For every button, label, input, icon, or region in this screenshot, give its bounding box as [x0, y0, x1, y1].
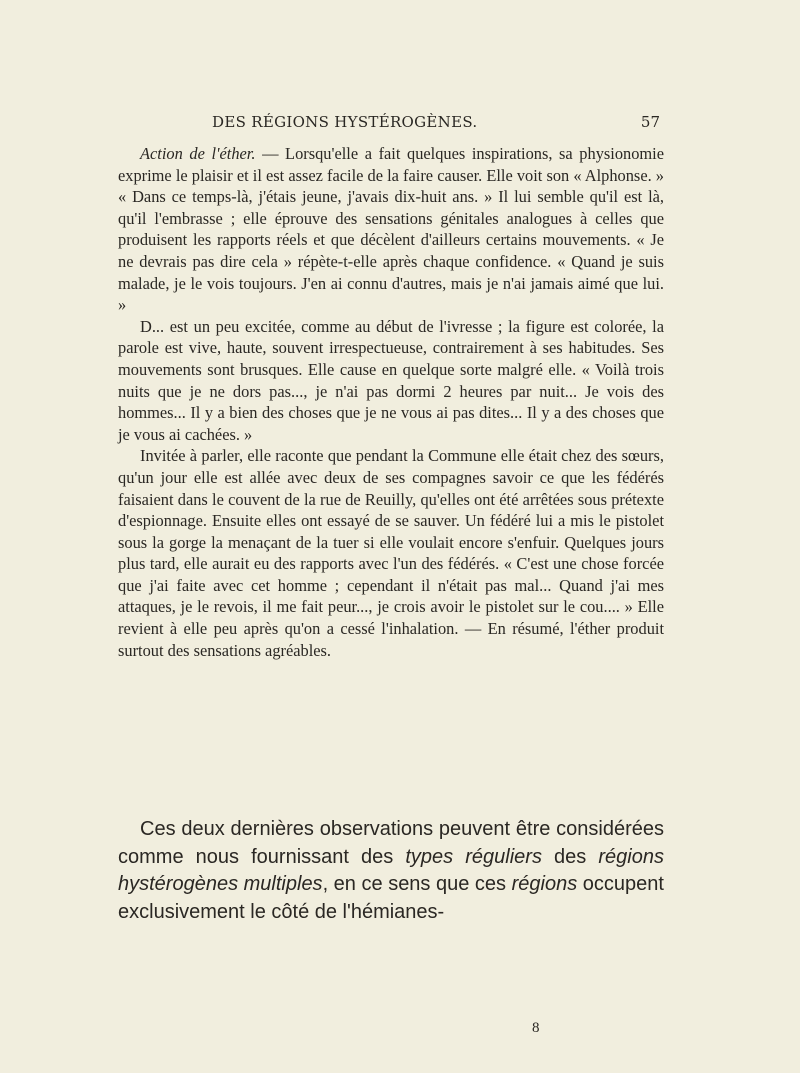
paragraph-text: — Lorsqu'elle a fait quelques inspirations, sa physionomie exprime le plaisir et il est assez facile de la faire causer. Elle voit son « Alphonse. » « Dans ce temps-là, j'étais jeune, j'avais dix-huit ans. » Il lui semble qu'il est là, qu'il l'embrasse ; elle éprouve des sensations génitales analogues à celles que produisent les rapports réels et que décèlent d'ailleurs certains mouvements. « Je ne devrais pas dire cela » répète-t-elle après chaque confidence. « Quand je suis malade, je le vois toujours. J'en ai connu d'autres, mais je n'ai jamais aimé que lui. »: [118, 144, 664, 315]
paragraph-commune: [118, 445, 664, 661]
conclusion-italic: régions: [511, 873, 578, 895]
paragraph-conclusion: [118, 816, 664, 926]
signature-mark: 8: [532, 1020, 540, 1036]
paragraph-ether-action: [118, 143, 664, 316]
conclusion-part: Ces deux dernières observations peuvent être considérées comme nous fournissant des: [118, 818, 664, 868]
page-number: 57: [640, 113, 660, 131]
conclusion-part: occupent exclusivement le côté de l'hémianes-: [118, 873, 664, 923]
section-lead: Action de l'éther.: [140, 144, 256, 163]
conclusion-text: [118, 816, 664, 926]
conclusion-italic: types réguliers: [405, 845, 542, 868]
running-head: [120, 113, 660, 133]
conclusion-part: des: [541, 845, 599, 868]
paragraph-text: D... est un peu excitée, comme au début de l'ivresse ; la figure est colorée, la parole est vive, haute, souvent irrespectueuse, contrairement à ses habitudes. Ses mouvements sont brusques. Elle cause en quelque sorte malgré elle. « Voilà trois nuits que je ne dors pas..., je n'ai pas dormi 2 heures par nuit... Je vois des hommes... Il y a bien des choses que je ne vous ai pas dites... Il y a des choses que je vous ai cachées. »: [118, 316, 664, 444]
conclusion-part: , en ce sens que ces: [322, 873, 512, 895]
conclusion-italic: régions hystérogènes multiples: [118, 845, 664, 895]
paragraph-excitation: [118, 316, 664, 446]
body-text: [118, 143, 664, 661]
paragraph-text: Invitée à parler, elle raconte que pendant la Commune elle était chez des sœurs, qu'un jour elle est allée avec deux de ses compagnes savoir ce que les fédérés faisaient dans le couvent de la rue de Reuilly, qu'elles ont été arrêtées sous prétexte d'espionnage. Ensuite elles ont essayé de se sauver. Un fédéré lui a mis le pistolet sous la gorge la menaçant de la tuer si elle voulait encore s'enfuir. Quelques jours plus tard, elle aurait eu des rapports avec l'un des fédérés. « C'est une chose forcée que j'ai faite avec cet homme ; cependant il n'était pas mal... Quand j'ai mes attaques, je le revois, il me fait peur..., je crois avoir le pistolet sur le cou.... » Elle revient à elle peu après qu'on a cessé l'inhalation. — En résumé, l'éther produit surtout des sensations agréables.: [118, 446, 664, 660]
running-title: DES RÉGIONS HYSTÉROGÈNES.: [212, 113, 478, 131]
